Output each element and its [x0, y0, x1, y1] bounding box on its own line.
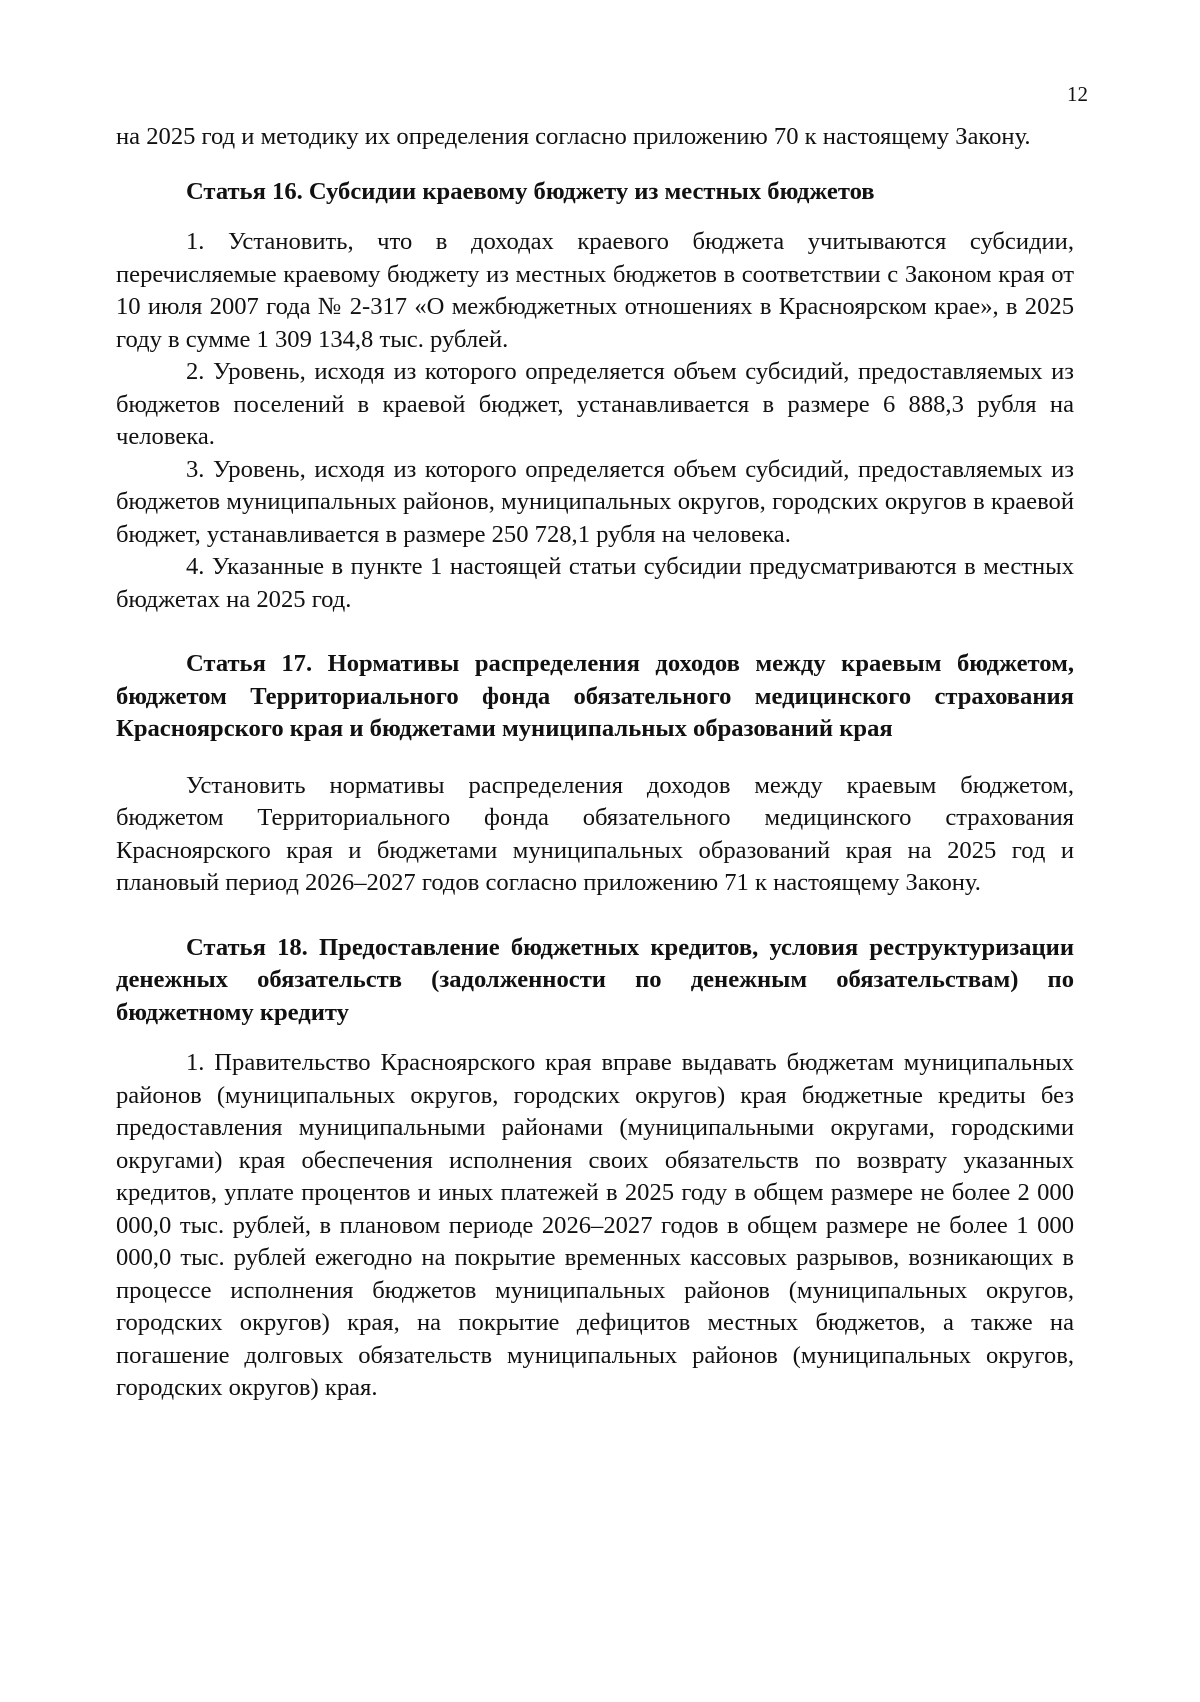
spacer — [116, 1029, 1074, 1047]
article-18-heading: Статья 18. Предоставление бюджетных кредитов, условия реструктуризации денежных обязательств (задолженности по денежным обязательствам) по бюджетному кредиту — [116, 933, 1074, 1026]
spacer — [116, 616, 1074, 648]
article-16-item-2: 2. Уровень, исходя из которого определяется объем субсидий, предоставляемых из бюджетов поселений в краевой бюджет, устанавливается в размере 6 888,3 рубля на человека. — [116, 358, 1074, 450]
spacer — [116, 746, 1074, 770]
document-body — [116, 121, 1074, 1405]
article-17-paragraph: Установить нормативы распределения доходов между краевым бюджетом, бюджетом Территориального фонда обязательного медицинского страхования Красноярского края и бюджетами муниципальных образований края на 2025 год и плановый период 2026–2027 годов согласно приложению 71 к настоящему Закону. — [116, 771, 1074, 896]
spacer — [116, 208, 1074, 226]
spacer — [116, 154, 1074, 176]
article-17-heading: Статья 17. Нормативы распределения доходов между краевым бюджетом, бюджетом Территориального фонда обязательного медицинского страхования Красноярского края и бюджетами муниципальных образований края — [116, 650, 1074, 742]
article-16-item-1: 1. Установить, что в доходах краевого бюджета учитываются субсидии, перечисляемые краевому бюджету из местных бюджетов в соответствии с Законом края от 10 июля 2007 года № 2-317 «О межбюджетных отношениях в Красноярском крае», в 2025 году в сумме 1 309 134,8 тыс. рублей. — [116, 228, 1074, 353]
article-16-item-3: 3. Уровень, исходя из которого определяется объем субсидий, предоставляемых из бюджетов муниципальных районов, муниципальных округов, городских округов в краевой бюджет, устанавливается в размере 250 728,1 рубля на человека. — [116, 455, 1074, 548]
page-number: 12 — [1067, 82, 1088, 106]
article-18-item-1: 1. Правительство Красноярского края вправе выдавать бюджетам муниципальных районов (муниципальных округов, городских округов) края бюджетные кредиты без предоставления муниципальными районами (муниципальными округами, городскими округами) края обеспечения исполнения своих обязательств по возврату указанных кредитов, уплате процентов и иных платежей в 2025 году в общем размере не более 2 000 000,0 тыс. рублей, в плановом периоде 2026–2027 годов в общем размере не более 1 000 000,0 тыс. рублей ежегодно на покрытие временных кассовых разрывов, возникающих в процессе исполнения бюджетов муниципальных районов (муниципальных округов, городских округов) края, на покрытие дефицитов местных бюджетов, а также на погашение долговых обязательств муниципальных районов (муниципальных округов, городских округов) края. — [116, 1049, 1074, 1401]
article-16-heading: Статья 16. Субсидии краевому бюджету из местных бюджетов — [186, 177, 875, 205]
spacer — [116, 900, 1074, 932]
article-16-item-4: 4. Указанные в пункте 1 настоящей статьи субсидии предусматриваются в местных бюджетах на 2025 год. — [116, 553, 1074, 613]
intro-paragraph: на 2025 год и методику их определения согласно приложению 70 к настоящему Закону. — [116, 123, 1031, 150]
